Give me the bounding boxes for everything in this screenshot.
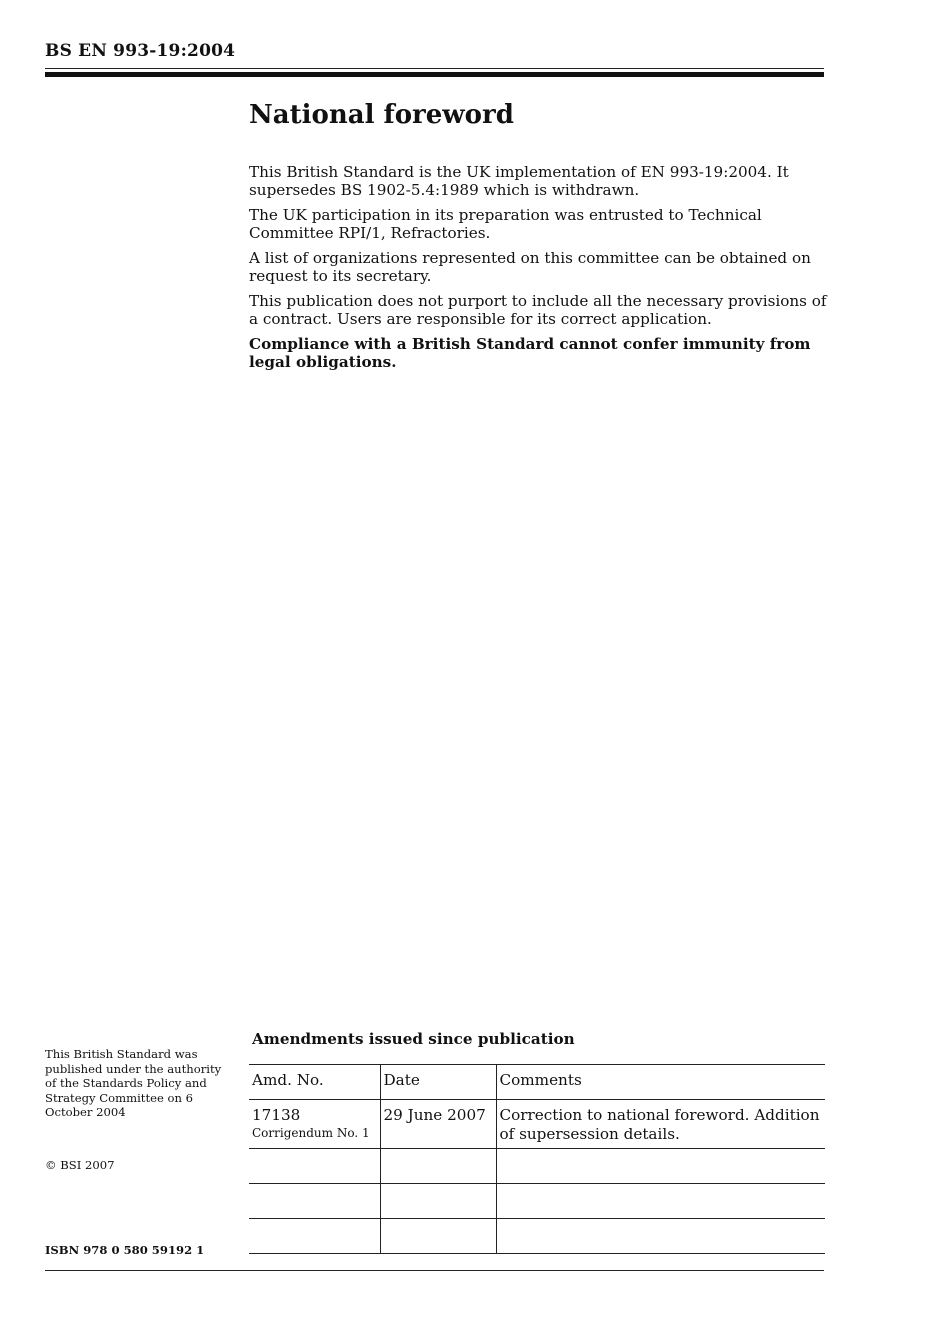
cell-comments: Correction to national foreword. Addition of supersession details. xyxy=(496,1100,825,1149)
table-row xyxy=(249,1100,825,1149)
table-row-empty xyxy=(249,1149,825,1184)
table-row-empty xyxy=(249,1219,825,1254)
paragraph-provisions: This publication does not purport to include all the necessary provisions of a contract. Users are responsible for its correct application. xyxy=(249,292,827,328)
footer-rule xyxy=(45,1270,824,1271)
column-header-amd-no: Amd. No. xyxy=(249,1065,380,1100)
paragraph-organizations: A list of organizations represented on this committee can be obtained on request to its secretary. xyxy=(249,249,811,285)
header-rule-thin xyxy=(45,68,824,69)
page-title: National foreword xyxy=(249,100,514,130)
cell-amd-no xyxy=(249,1100,380,1149)
cell-date: 29 June 2007 xyxy=(380,1100,496,1149)
document-id: BS EN 993-19:2004 xyxy=(45,41,236,61)
paragraph-compliance: Compliance with a British Standard cannot confer immunity from legal obligations. xyxy=(249,335,811,371)
amd-corrigendum: Corrigendum No. 1 xyxy=(252,1126,370,1140)
amendments-heading: Amendments issued since publication xyxy=(252,1030,575,1048)
paragraph-committee: The UK participation in its preparation was entrusted to Technical Committee RPI/1, Refractories. xyxy=(249,206,762,242)
foreword-body xyxy=(249,163,829,378)
publication-note: This British Standard was published under the authority of the Standards Policy and Strategy Committee on 6 October 2004 xyxy=(45,1047,222,1119)
table-header-row xyxy=(249,1065,825,1100)
paragraph-implementation: This British Standard is the UK implementation of EN 993-19:2004. It supersedes BS 1902-5.4:1989 which is withdrawn. xyxy=(249,163,789,199)
amendments-table xyxy=(249,1064,825,1254)
column-header-comments: Comments xyxy=(496,1065,825,1100)
isbn: ISBN 978 0 580 59192 1 xyxy=(45,1243,205,1257)
column-header-date: Date xyxy=(380,1065,496,1100)
amd-number: 17138 xyxy=(252,1106,301,1124)
table-row-empty xyxy=(249,1184,825,1219)
copyright-notice: © BSI 2007 xyxy=(45,1158,115,1172)
header-rule-thick xyxy=(45,72,824,77)
